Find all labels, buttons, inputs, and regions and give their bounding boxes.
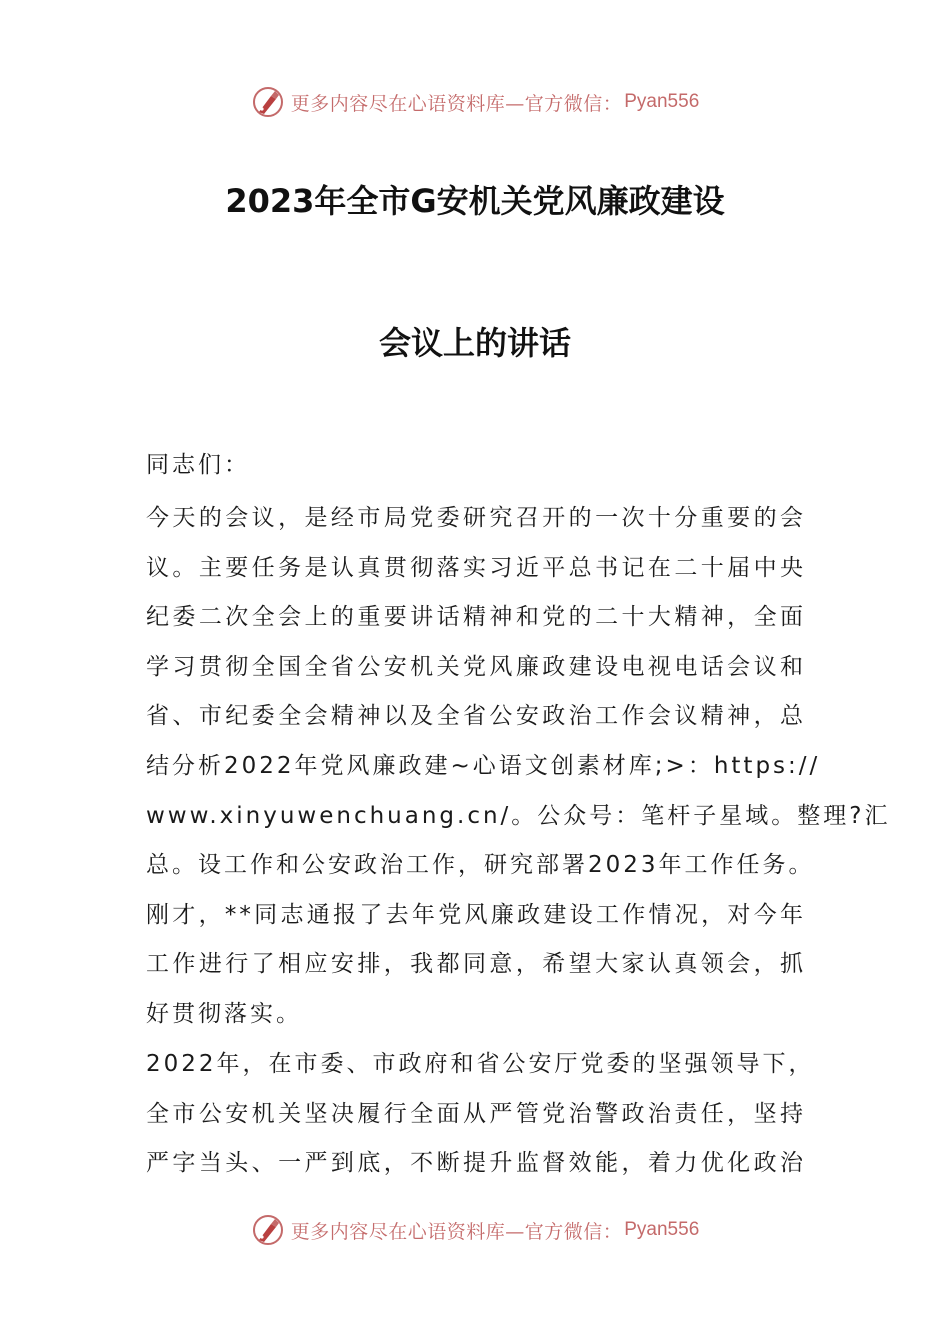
paragraph-line: 工作进行了相应安排，我都同意，希望大家认真领会，抓 bbox=[146, 951, 806, 978]
document-title-line-1: 2023年全市G安机关党风廉政建设 bbox=[225, 182, 725, 220]
header-watermark bbox=[0, 82, 950, 122]
watermark-wechat-id: Pyan556 bbox=[624, 1219, 700, 1240]
paragraph-line: 纪委二次全会上的重要讲话精神和党的二十大精神，全面 bbox=[146, 604, 806, 631]
paragraph-line: 总。设工作和公安政治工作，研究部署2023年工作任务。 bbox=[146, 852, 815, 879]
paragraph-line: 2022年，在市委、市政府和省公安厅党委的坚强领导下， bbox=[146, 1051, 815, 1077]
watermark-text: 更多内容尽在心语资料库—官方微信： bbox=[290, 1220, 623, 1243]
document-title-line-2: 会议上的讲话 bbox=[378, 324, 571, 362]
paragraph-line: 今天的会议，是经市局党委研究召开的一次十分重要的会 bbox=[146, 505, 806, 531]
paragraph-line: www.xinyuwenchuang.cn/。公众号：笔杆子星域。整理?汇 bbox=[146, 802, 891, 829]
paragraph-line: 议。主要任务是认真贯彻落实习近平总书记在二十届中央 bbox=[146, 554, 806, 581]
salutation: 同志们： bbox=[146, 452, 250, 478]
paragraph-line: 结分析2022年党风廉政建~心语文创素材库;>：https:// bbox=[146, 752, 821, 779]
paragraph-line: 省、市纪委全会精神以及全省公安政治工作会议精神，总 bbox=[146, 703, 806, 730]
paragraph-line: 严字当头、一严到底，不断提升监督效能，着力优化政治 bbox=[146, 1150, 806, 1177]
paragraph-1 bbox=[146, 494, 891, 1040]
pen-nib-logo-icon bbox=[251, 85, 285, 119]
paragraph-line: 刚才，**同志通报了去年党风廉政建设工作情况，对今年 bbox=[146, 901, 806, 928]
paragraph-line: 学习贯彻全国全省公安机关党风廉政建设电视电话会议和 bbox=[146, 653, 806, 680]
pen-nib-logo-icon bbox=[251, 1213, 285, 1247]
watermark-text: 更多内容尽在心语资料库—官方微信： bbox=[290, 92, 623, 115]
paragraph-line: 全市公安机关坚决履行全面从严管党治警政治责任，坚持 bbox=[146, 1100, 806, 1127]
paragraph-2 bbox=[146, 1040, 815, 1189]
watermark-wechat-id: Pyan556 bbox=[624, 91, 700, 112]
paragraph-line: 好贯彻落实。 bbox=[146, 1000, 302, 1027]
footer-watermark bbox=[0, 1210, 950, 1250]
